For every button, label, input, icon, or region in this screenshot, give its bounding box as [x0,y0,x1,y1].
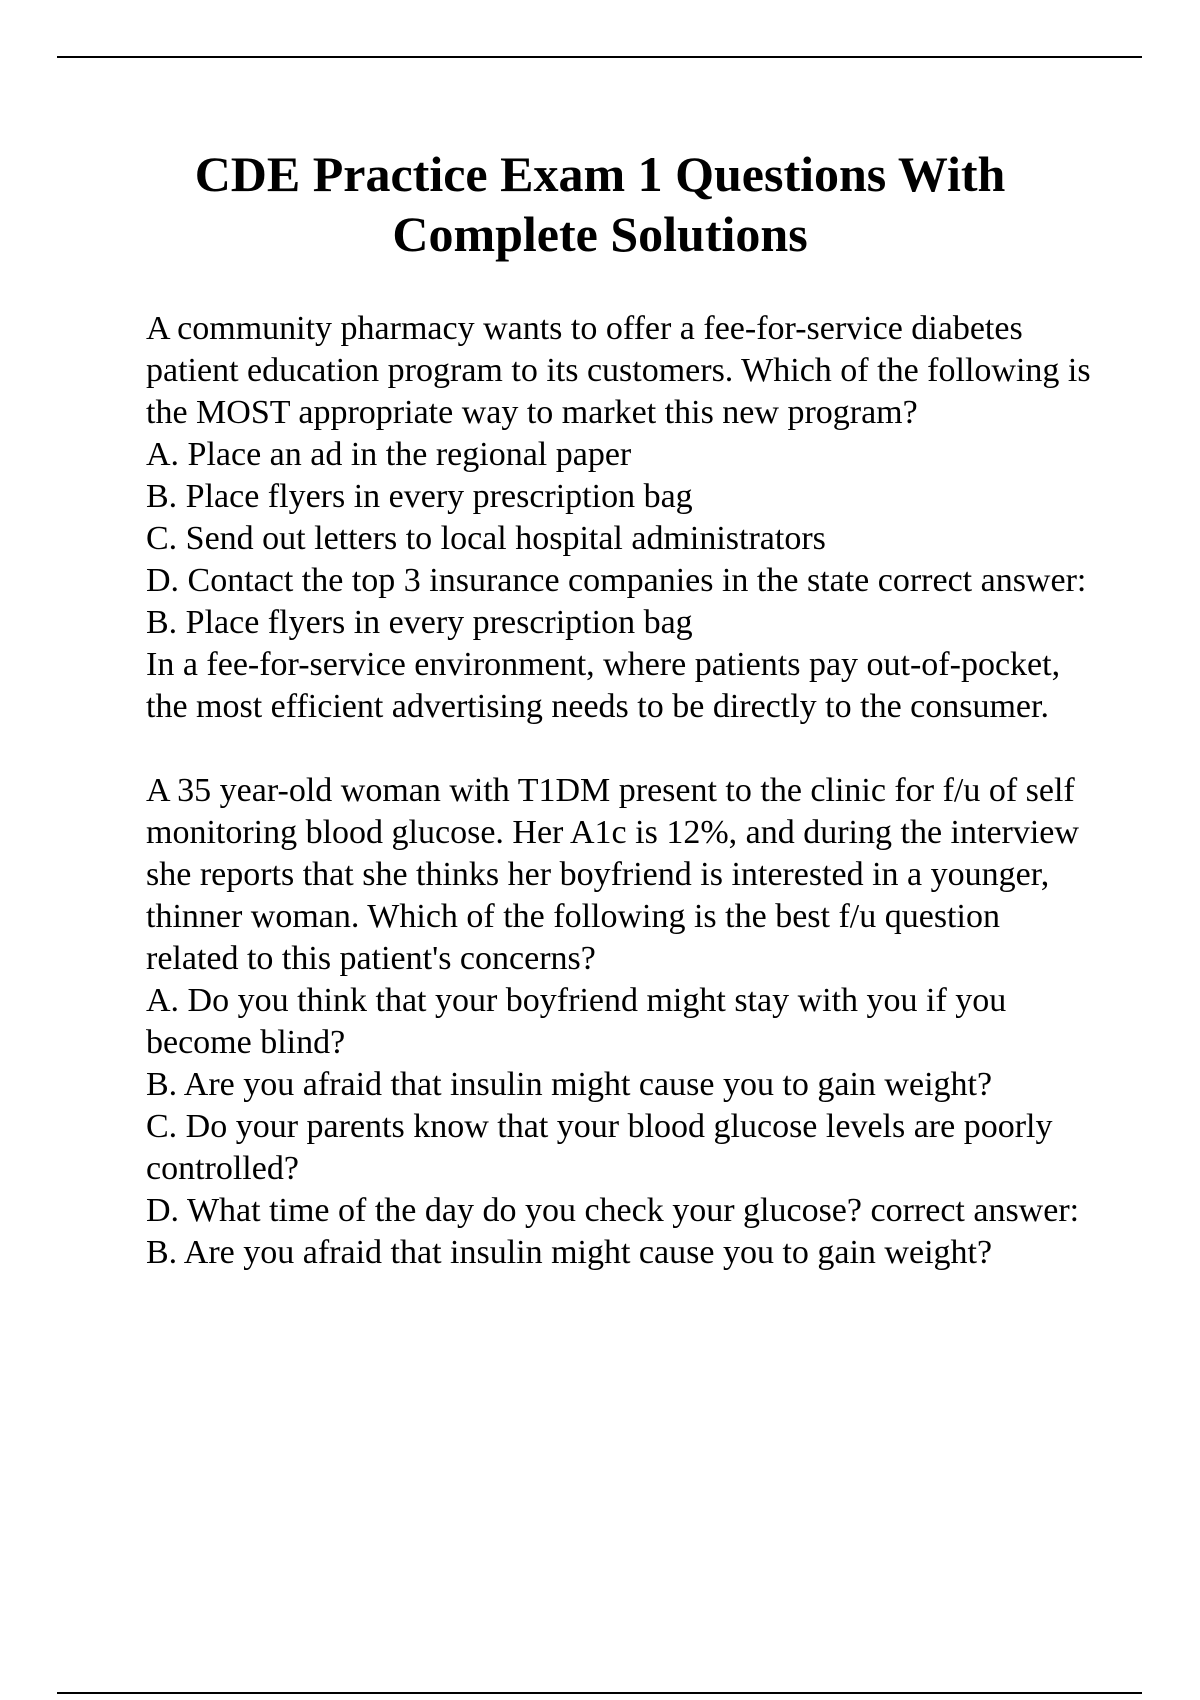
question-1-option-b: B. Place flyers in every prescription bag [146,478,693,515]
page-title [100,144,1100,264]
question-2-option-c: C. Do your parents know that your blood glucose levels are poorly controlled? [146,1108,1053,1187]
question-1-prompt: A community pharmacy wants to offer a fee-for-service diabetes patient education program to its customers. Which of the following is the MOST appropriate way to market this new program? [146,310,1091,431]
question-2-option-d-answer: D. What time of the day do you check your glucose? correct answer: B. Are you afraid that insulin might cause you to gain weight? [146,1192,1097,1271]
top-rule [57,56,1142,58]
title-line-1: CDE Practice Exam 1 Questions With [194,146,1006,202]
question-1-option-a: A. Place an ad in the regional paper [146,436,632,473]
question-2-prompt: A 35 year-old woman with T1DM present to the clinic for f/u of self monitoring blood glucose. Her A1c is 12%, and during the interview she reports that she thinks her boyfriend is interested in a younger, thinner woman. Which of the following is the best f/u question related to this patient's concerns? [146,772,1079,977]
bottom-rule [57,1692,1142,1694]
question-1-option-d-answer: D. Contact the top 3 insurance companies in the state correct answer: B. Place flyers in every prescription bag [146,562,1104,641]
document-body [146,308,1104,1274]
question-2-option-a: A. Do you think that your boyfriend might stay with you if you become blind? [146,982,1007,1061]
question-1-rationale: In a fee-for-service environment, where patients pay out-of-pocket, the most efficient advertising needs to be directly to the consumer. [146,646,1061,725]
question-2-option-b: B. Are you afraid that insulin might cause you to gain weight? [146,1066,993,1103]
question-1 [146,308,1104,728]
question-2 [146,770,1096,1274]
question-1-option-c: C. Send out letters to local hospital administrators [146,520,826,557]
title-line-2: Complete Solutions [392,206,808,262]
